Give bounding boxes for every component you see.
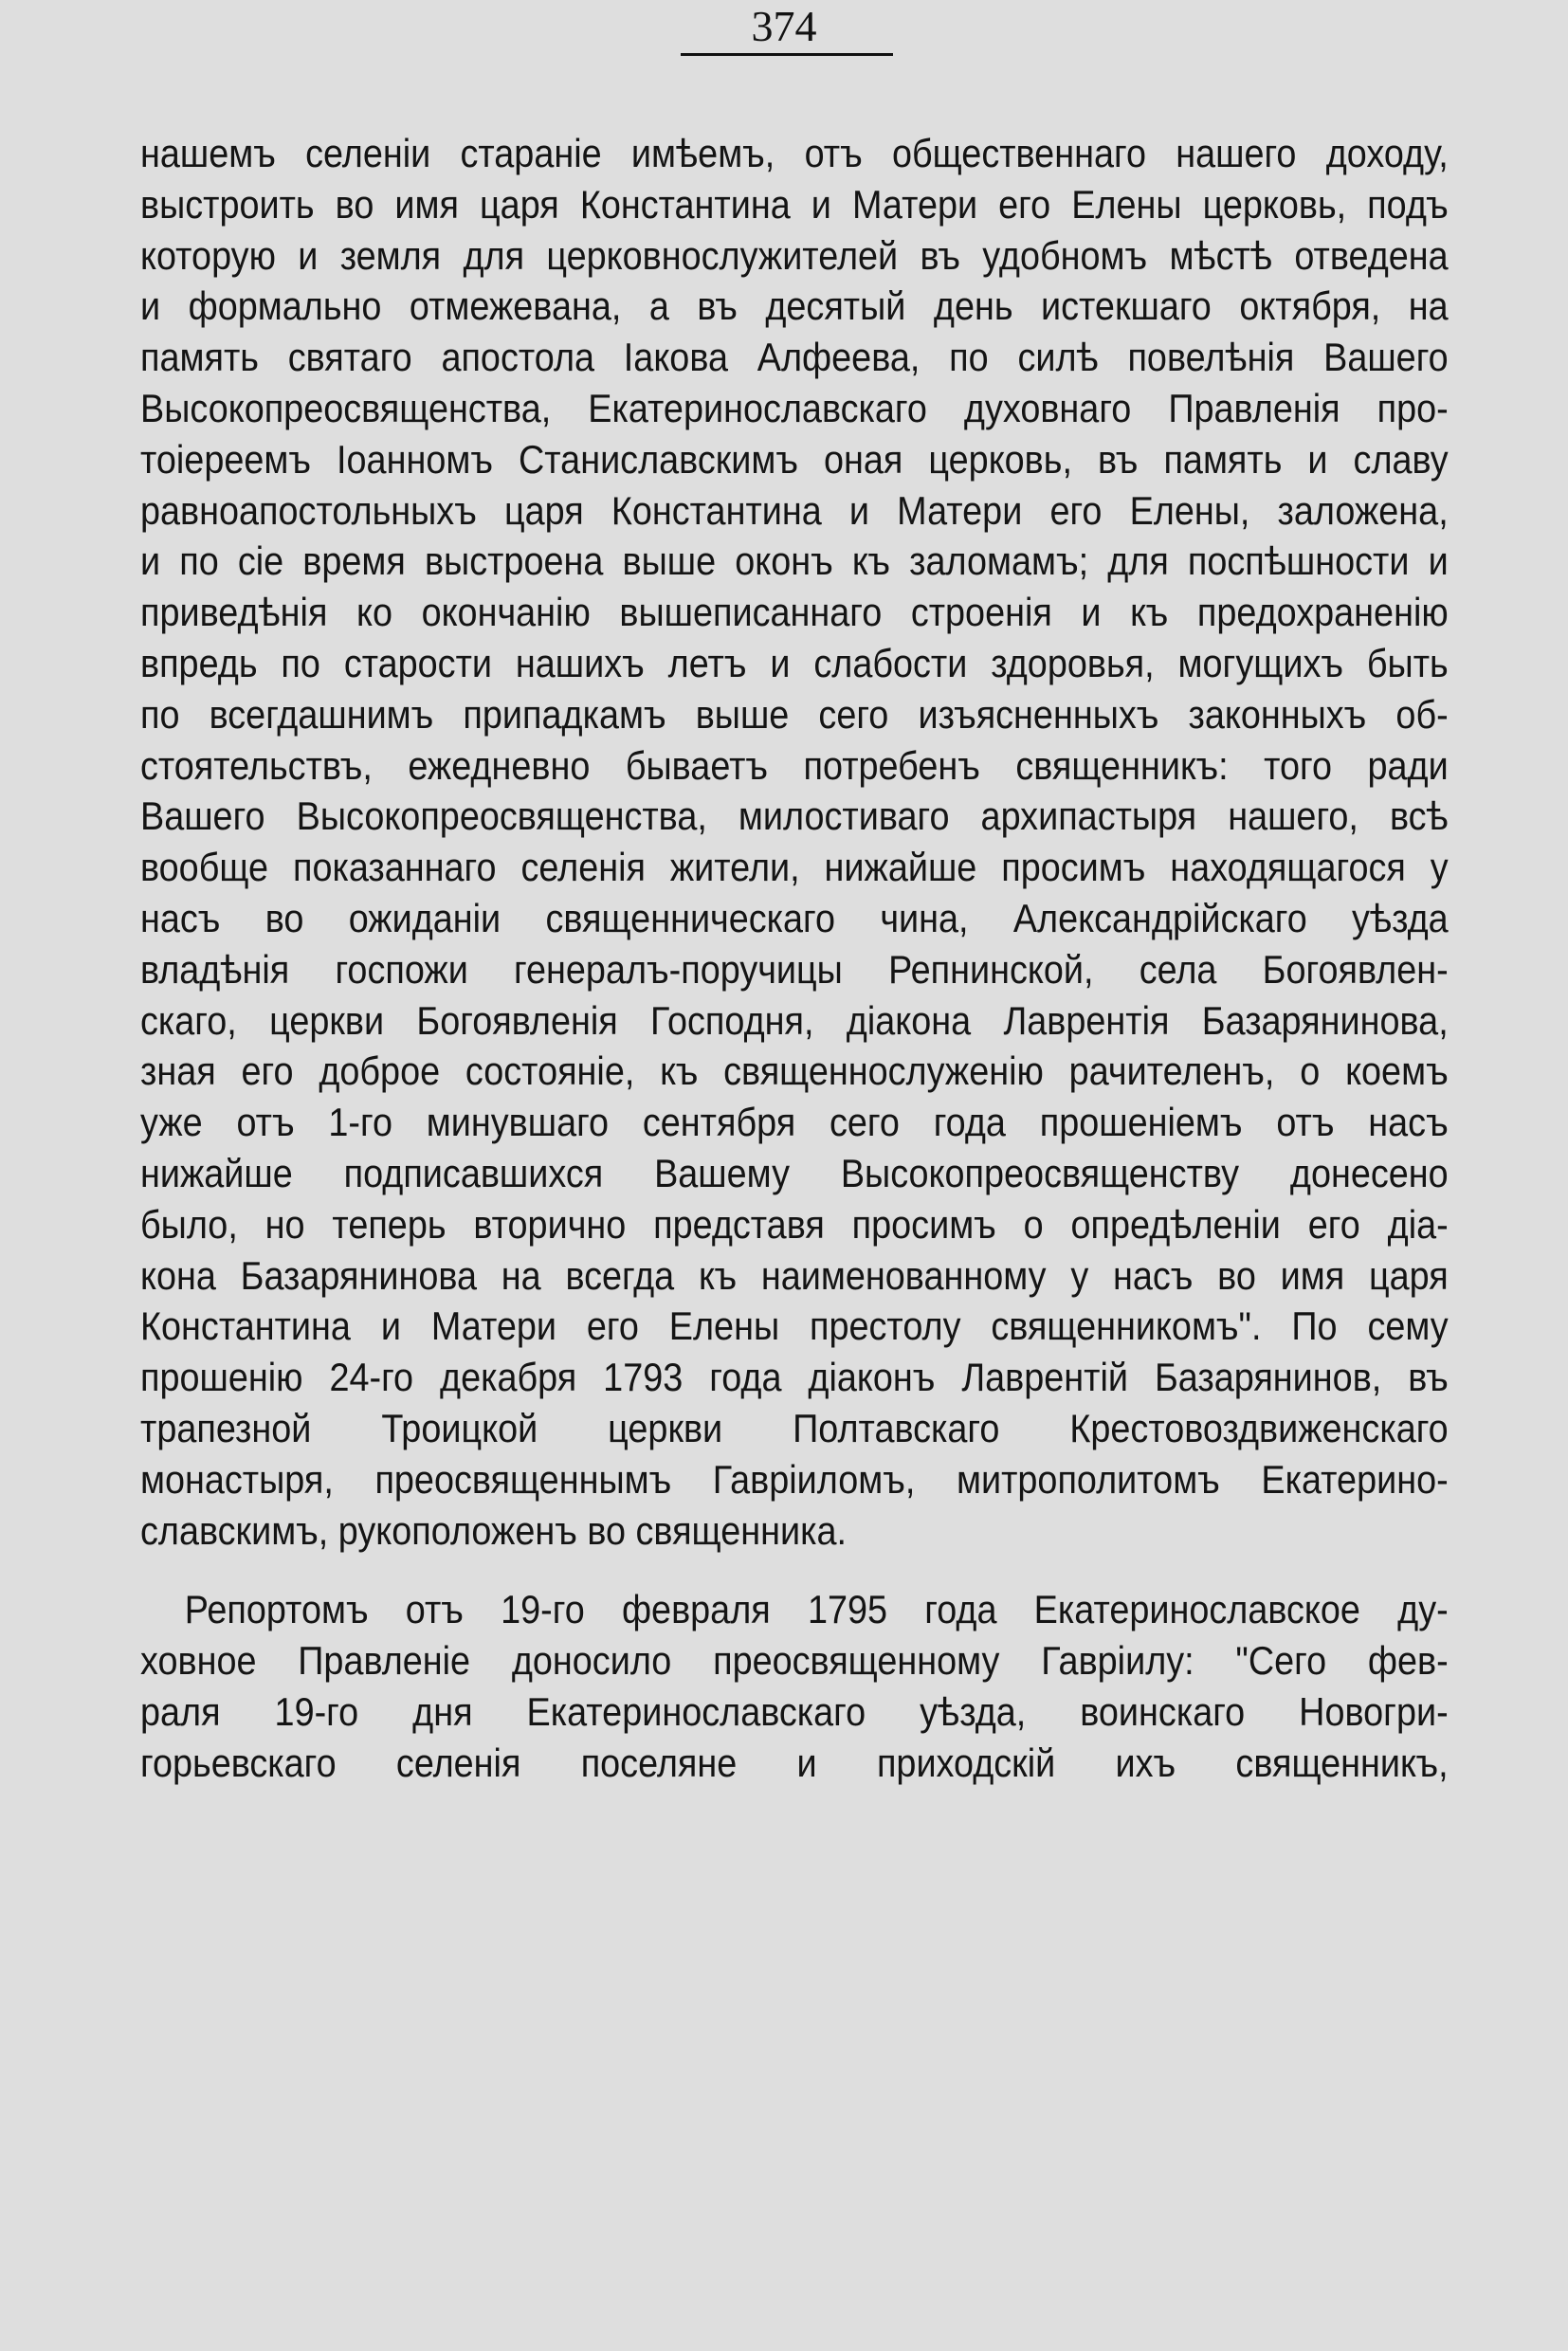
text-line: раля 19-го дня Екатеринославскаго уѣзда, воинскаго Новогри-	[140, 1688, 1449, 1734]
text-line: тоіереемъ Іоанномъ Станиславскимъ оная церковь, въ память и славу	[140, 436, 1449, 482]
header-rule	[681, 53, 893, 56]
text-line: которую и земля для церковнослужителей въ удобномъ мѣстѣ отведена	[140, 232, 1449, 278]
text-line: и по сіе время выстроена выше оконъ къ заломамъ; для поспѣшности и	[140, 538, 1449, 584]
text-line: скаго, церкви Богоявленія Господня, діакона Лаврентія Базарянинова,	[140, 997, 1449, 1043]
text-line: вообще показаннаго селенія жители, нижайше просимъ находящагося у	[140, 845, 1449, 890]
text-line: впредь по старости нашихъ летъ и слабости здоровья, могущихъ быть	[140, 640, 1449, 685]
text-line: Высокопреосвященства, Екатеринославскаго духовнаго Правленія про-	[140, 385, 1449, 430]
paragraph-gap	[140, 1556, 1449, 1584]
text-line: и формально отмежевана, а въ десятый день истекшаго октября, на	[140, 283, 1449, 329]
text-line: кона Базарянинова на всегда къ наименованному у насъ во имя царя	[140, 1252, 1449, 1298]
text-line: по всегдашнимъ припадкамъ выше сего изъясненныхъ законныхъ об-	[140, 691, 1449, 737]
text-line: стоятельствъ, ежедневно бываетъ потребенъ священникъ: того ради	[140, 742, 1449, 788]
paragraph-1	[140, 128, 1449, 1556]
text-line: славскимъ, рукоположенъ во священника.	[140, 1507, 848, 1553]
text-line: выстроить во имя царя Константина и Матери его Елены церковь, подъ	[140, 181, 1449, 227]
text-line: горьевскаго селенія поселяне и приходскій ихъ священникъ,	[140, 1740, 1449, 1785]
text-line: было, но теперь вторично представя просимъ о опредѣленіи его діа-	[140, 1201, 1449, 1247]
text-line: Репортомъ отъ 19-го февраля 1795 года Екатеринославское ду-	[184, 1587, 1449, 1632]
text-line: монастыря, преосвященнымъ Гавріиломъ, митрополитомъ Екатерино-	[140, 1456, 1449, 1502]
text-line: владѣнія госпожи генералъ-поручицы Репнинской, села Богоявлен-	[140, 946, 1449, 992]
text-line: Константина и Матери его Елены престолу священникомъ". По сему	[140, 1303, 1449, 1349]
text-line: насъ во ожиданіи священническаго чина, Александрійскаго уѣзда	[140, 895, 1449, 940]
paragraph-2	[140, 1584, 1449, 1788]
text-line: уже отъ 1-го минувшаго сентября сего года прошеніемъ отъ насъ	[140, 1100, 1449, 1145]
page-text	[140, 128, 1449, 1789]
text-line: зная его доброе состояніе, къ священнослуженію рачителенъ, о коемъ	[140, 1048, 1449, 1094]
text-line: нижайше подписавшихся Вашему Высокопреосвященству донесено	[140, 1150, 1449, 1195]
text-line: нашемъ селеніи стараніе имѣемъ, отъ общественнаго нашего доходу,	[140, 131, 1449, 175]
text-line: приведѣнія ко окончанію вышеписаннаго строенія и къ предохраненію	[140, 590, 1449, 635]
text-line: ховное Правленіе доносило преосвященному Гавріилу: "Сего фев-	[140, 1638, 1449, 1684]
text-line: память святаго апостола Іакова Алфеева, по силѣ повелѣнія Вашего	[140, 335, 1449, 380]
text-line: равноапостольныхъ царя Константина и Матери его Елены, заложена,	[140, 487, 1449, 533]
text-line: трапезной Троицкой церкви Полтавскаго Крестовоздвиженскаго	[140, 1405, 1449, 1450]
text-line: прошенію 24-го декабря 1793 года діаконъ Лаврентій Базарянинов, въ	[140, 1355, 1449, 1400]
page-number: 374	[751, 2, 817, 50]
text-line: Вашего Высокопреосвященства, милостиваго архипастыря нашего, всѣ	[140, 793, 1449, 839]
